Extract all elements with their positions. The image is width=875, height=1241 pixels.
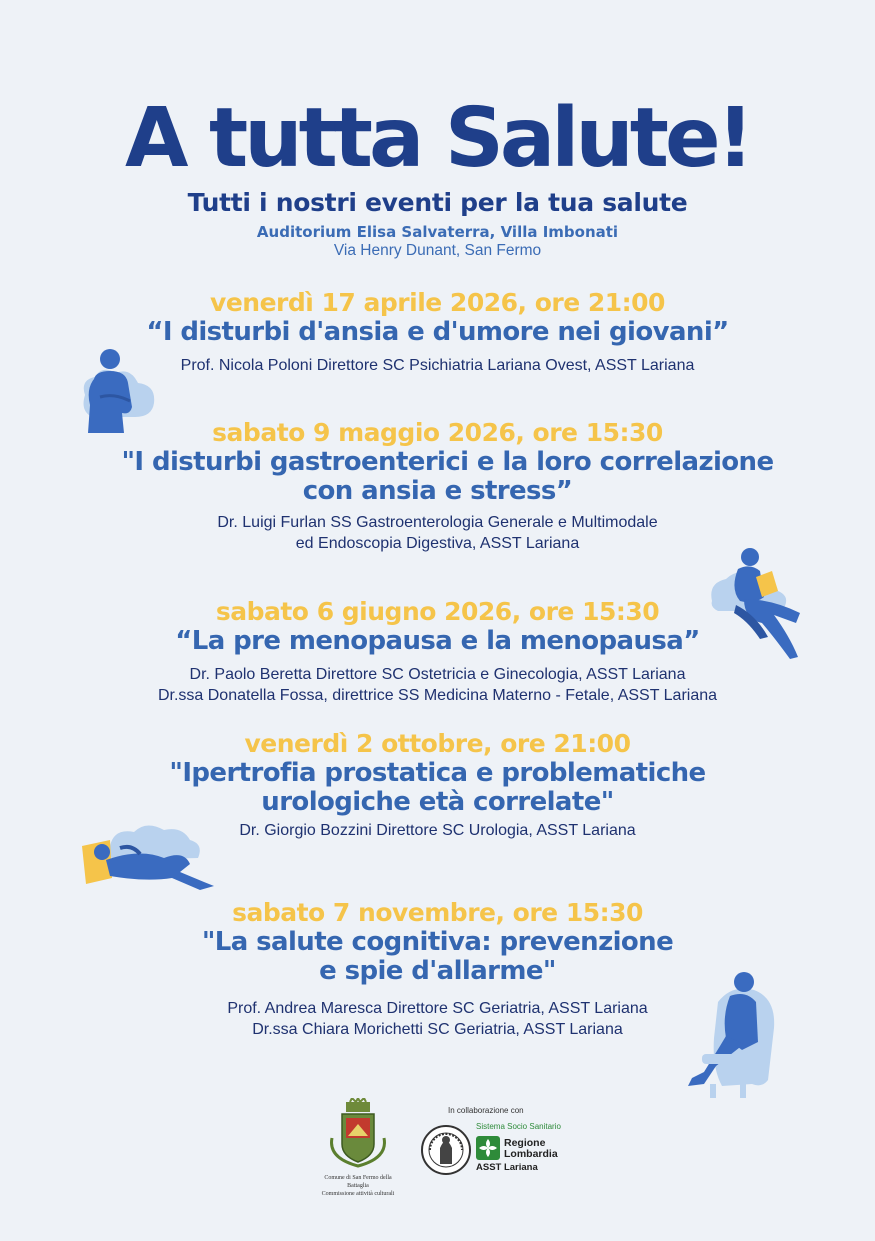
event-date: sabato 7 novembre, ore 15:30 [232,898,643,927]
event-speaker: Dr. Paolo Beretta Direttore SC Ostetricia e Ginecologia, ASST Lariana [189,666,686,683]
event-title: “I disturbi d'ansia e d'umore nei giovani” [146,317,729,347]
event-speaker: Dr. Giorgio Bozzini Direttore SC Urologia, ASST Lariana [239,822,636,839]
regione-lombardia-logo-icon [476,1136,500,1160]
lying-person-illustration [80,820,220,892]
asst-name: ASST Lariana [476,1162,538,1173]
sistema-label: Sistema Socio Sanitario [476,1122,561,1131]
regione-line2: Lombardia [504,1148,558,1160]
event-speaker: Dr.ssa Chiara Morichetti SC Geriatria, ASST Lariana [252,1021,623,1038]
event-speaker: ed Endoscopia Digestiva, ASST Lariana [295,535,580,552]
event-title: "I disturbi gastroenterici e la loro correlazione [121,447,774,477]
standing-person-illustration [80,345,160,437]
seated-person-illustration [682,968,780,1100]
event-title: e spie d'allarme" [319,956,556,986]
venue-address: Via Henry Dunant, San Fermo [333,242,542,259]
regione-line1: Regione [504,1137,546,1149]
regione-name [504,1138,558,1160]
event-date: sabato 9 maggio 2026, ore 15:30 [212,418,663,447]
event-date: sabato 6 giugno 2026, ore 15:30 [215,597,660,626]
comune-coat-of-arms [318,1098,398,1170]
poster-title: A tutta Salute! [125,91,750,186]
event-title: "La salute cognitiva: prevenzione [201,927,674,957]
reading-person-illustration [708,545,810,663]
event-title: con ansia e stress” [302,476,573,506]
venue-name: Auditorium Elisa Salvaterra, Villa Imbonati [256,223,619,241]
event-2 [0,418,875,554]
event-title: “La pre menopausa e la menopausa” [175,626,700,656]
poster-subtitle: Tutti i nostri eventi per la tua salute [187,188,688,217]
event-speaker: Prof. Nicola Poloni Direttore SC Psichiatria Lariana Ovest, ASST Lariana [180,357,695,374]
event-speaker: Dr.ssa Donatella Fossa, direttrice SS Medicina Materno - Fetale, ASST Lariana [157,687,718,704]
comune-logo-block [318,1098,398,1198]
comune-name: Comune di San Fermo della Battaglia [324,1175,392,1189]
event-title: "Ipertrofia prostatica e problematiche [169,758,706,788]
collaboration-label: In collaborazione con [448,1106,524,1115]
comune-commission: Commissione attività culturali [321,1191,395,1197]
hospital-seal-logo [420,1124,472,1176]
event-date: venerdì 17 aprile 2026, ore 21:00 [210,288,665,317]
event-date: venerdì 2 ottobre, ore 21:00 [244,729,631,758]
event-speaker: Prof. Andrea Maresca Direttore SC Geriatria, ASST Lariana [227,1000,648,1017]
event-title: urologiche età correlate" [261,787,614,817]
event-speaker: Dr. Luigi Furlan SS Gastroenterologia Generale e Multimodale [217,514,658,531]
